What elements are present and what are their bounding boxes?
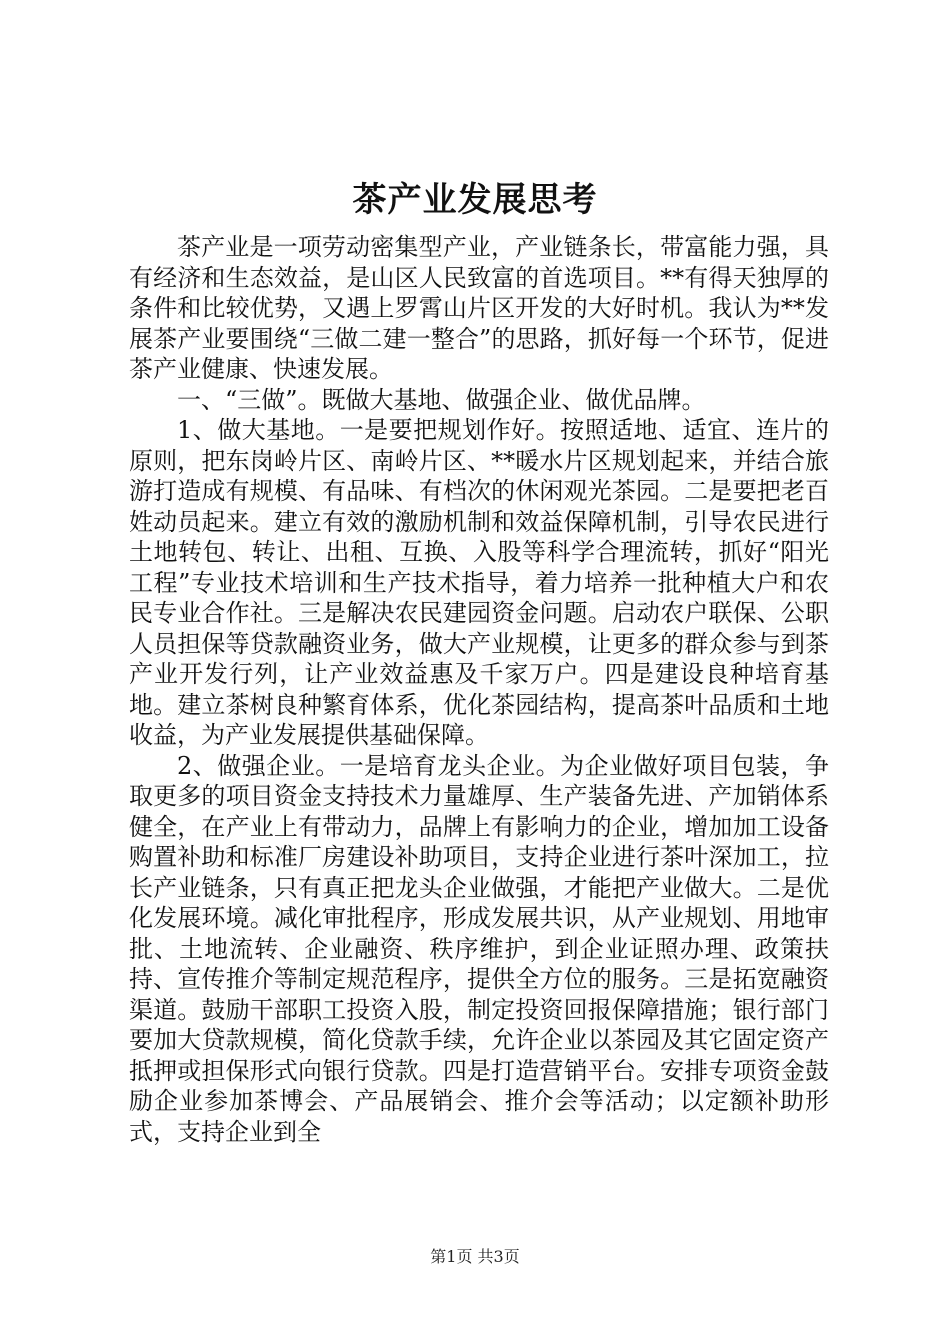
document-body <box>129 232 829 1147</box>
paragraph-section-heading: 一、“三做”。既做大基地、做强企业、做优品牌。 <box>177 385 706 414</box>
paragraph-enterprise: 2、做强企业。一是培育龙头企业。为企业做好项目包装，争取更多的项目资金支持技术力量雄厚、生产装备先进、产加销体系健全，在产业上有带动力，品牌上有影响力的企业，增加加工设备购置补助和标准厂房建设补助项目，支持企业进行茶叶深加工，拉长产业链条，只有真正把龙头企业做强，才能把产业做大。二是优化发展环境。减化审批程序，形成发展共识，从产业规划、用地审批、土地流转、企业融资、秩序维护，到企业证照办理、政策扶持、宣传推介等制定规范程序，提供全方位的服务。三是拓宽融资渠道。鼓励干部职工投资入股，制定投资回报保障措施；银行部门要加大贷款规模，简化贷款手续，允许企业以茶园及其它固定资产抵押或担保形式向银行贷款。四是打造营销平台。安排专项资金鼓励企业参加茶博会、产品展销会、推介会等活动；以定额补助形式，支持企业到全 <box>129 751 829 1146</box>
paragraph-base: 1、做大基地。一是要把规划作好。按照适地、适宜、连片的原则，把东岗岭片区、南岭片区、**暖水片区规划起来，并结合旅游打造成有规模、有品味、有档次的休闲观光茶园。二是要把老百姓动员起来。建立有效的激励机制和效益保障机制，引导农民进行土地转包、转让、出租、互换、入股等科学合理流转，抓好“阳光工程”专业技术培训和生产技术指导，着力培养一批种植大户和农民专业合作社。三是解决农民建园资金问题。启动农户联保、公职人员担保等贷款融资业务，做大产业规模，让更多的群众参与到茶产业开发行列，让产业效益惠及千家万户。四是建设良种培育基地。建立茶树良种繁育体系，优化茶园结构，提高茶叶品质和土地收益，为产业发展提供基础保障。 <box>129 416 829 749</box>
paragraph-intro: 茶产业是一项劳动密集型产业，产业链条长，带富能力强，具有经济和生态效益，是山区人民致富的首选项目。**有得天独厚的条件和比较优势，又遇上罗霄山片区开发的大好时机。我认为**发展茶产业要围绕“三做二建一整合”的思路，抓好每一个环节，促进茶产业健康、快速发展。 <box>129 233 829 383</box>
document-title: 茶产业发展思考 <box>352 180 598 220</box>
page-number-footer: 第1页 共3页 <box>430 1247 520 1266</box>
